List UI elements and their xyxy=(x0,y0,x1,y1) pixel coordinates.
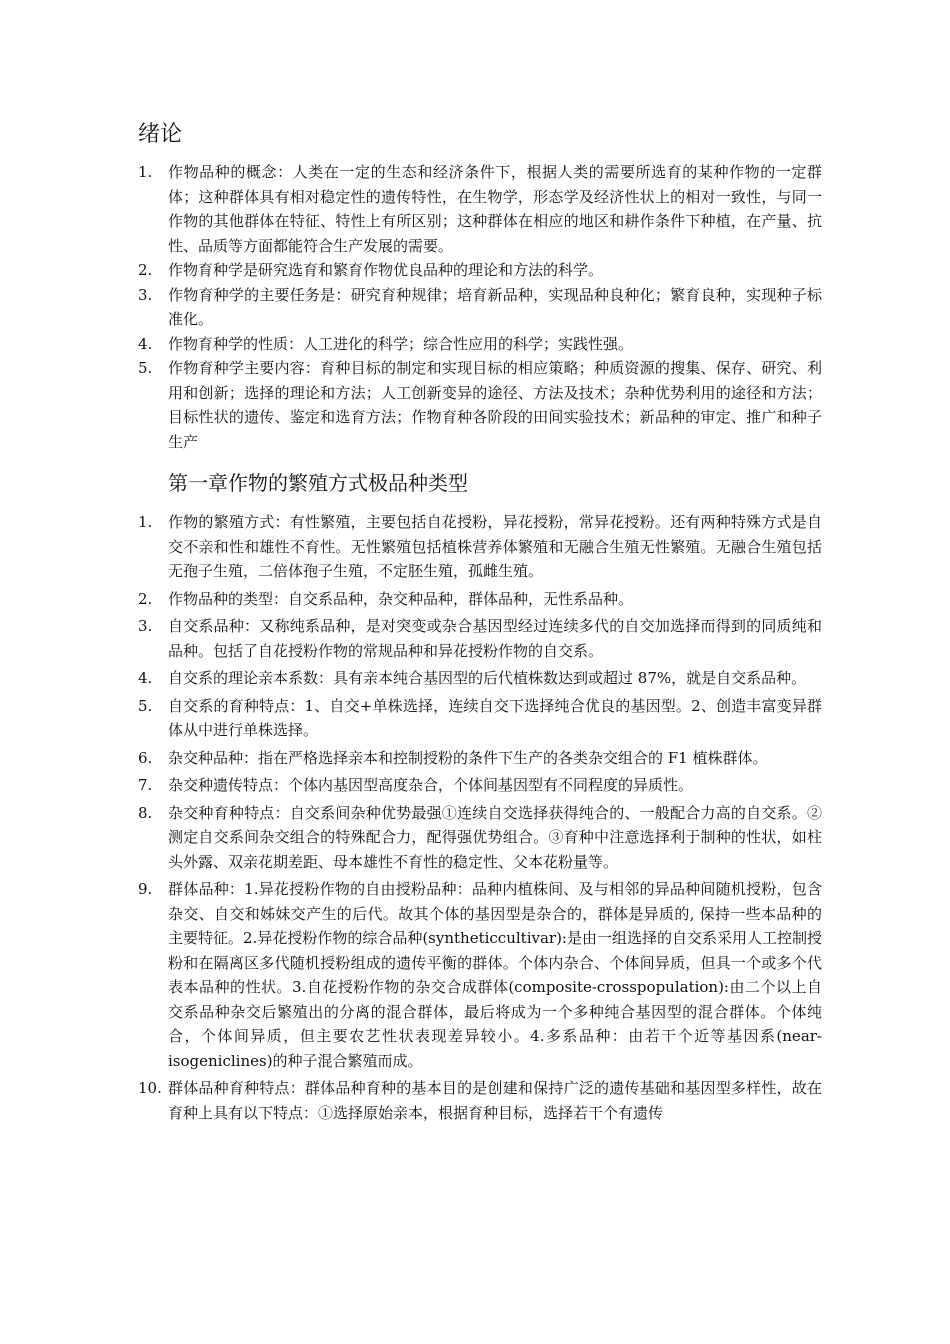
item-text: 自交系品种：又称纯系品种，是对突变或杂合基因型经过连续多代的自交加选择而得到的同质纯和品种。包括了自花授粉作物的常规品种和异花授粉作物的自交系。 xyxy=(168,617,822,660)
list-item xyxy=(0,694,822,743)
list-item xyxy=(0,666,822,691)
item-number: 1. xyxy=(138,163,153,181)
list-item xyxy=(0,356,822,454)
list-item xyxy=(0,332,822,357)
section-title-intro: 绪论 xyxy=(138,122,183,147)
item-text: 作物育种学的主要任务是：研究育种规律；培育新品种，实现品种良种化；繁育良种，实现种子标准化。 xyxy=(168,285,822,328)
item-text: 作物品种的概念：人类在一定的生态和经济条件下，根据人类的需要所选育的某种作物的一定群体；这种群体具有相对稳定性的遗传特性，在生物学，形态学及经济性状上的相对一致性，与同一作物的其他群体在特征、特性上有所区别；这种群体在相应的地区和耕作条件下种植，在产量、抗性、品质等方面都能符合生产发展的需要。 xyxy=(168,163,822,255)
intro-list xyxy=(0,160,822,454)
item-text: 作物品种的类型：自交系品种，杂交种品种，群体品种，无性系品种。 xyxy=(168,589,634,608)
item-number: 10. xyxy=(138,1079,162,1097)
item-number: 5. xyxy=(138,359,153,377)
item-text: 作物育种学的性质：人工进化的科学；综合性应用的科学；实践性强。 xyxy=(168,334,634,353)
list-item xyxy=(0,614,822,663)
item-number: 4. xyxy=(138,334,153,353)
item-text: 杂交种品种：指在严格选择亲本和控制授粉的条件下生产的各类杂交组合的 F1 植株群体。 xyxy=(168,748,768,767)
list-item xyxy=(0,587,822,612)
list-item xyxy=(0,746,822,771)
item-text: 作物育种学主要内容：育种目标的制定和实现目标的相应策略；种质资源的搜集、保存、研究、利用和创新；选择的理论和方法；人工创新变异的途径、方法及技术；杂种优势利用的途径和方法；目标性状的遗传、鉴定和选育方法；作物育种各阶段的田间实验技术；新品种的审定、推广和种子生产 xyxy=(168,359,822,451)
item-text: 作物的繁殖方式：有性繁殖，主要包括自花授粉，异花授粉，常异花授粉。还有两种特殊方式是自交不亲和性和雄性不育性。无性繁殖包括植株营养体繁殖和无融合生殖无性繁殖。无融合生殖包括无孢子生殖，二倍体孢子生殖，不定胚生殖，孤雌生殖。 xyxy=(168,513,822,580)
item-number: 3. xyxy=(138,617,153,635)
list-item xyxy=(0,1076,822,1125)
list-item xyxy=(0,258,822,283)
item-number: 7. xyxy=(138,776,153,794)
item-text: 自交系的育种特点：1、自交+单株选择，连续自交下选择纯合优良的基因型。2、创造丰富变异群体从中进行单株选择。 xyxy=(168,696,822,739)
item-text: 作物育种学是研究选育和繁育作物优良品种的理论和方法的科学。 xyxy=(168,261,604,279)
item-number: 6. xyxy=(138,748,153,767)
item-number: 8. xyxy=(138,803,153,822)
section-title-chapter1: 第一章作物的繁殖方式极品种类型 xyxy=(168,471,468,495)
item-text: 杂交种遗传特点：个体内基因型高度杂合，个体间基因型有不同程度的异质性。 xyxy=(168,776,694,794)
list-item xyxy=(0,773,822,798)
list-item xyxy=(0,877,822,1073)
item-number: 1. xyxy=(138,513,153,531)
item-number: 3. xyxy=(138,285,153,304)
list-item xyxy=(0,801,822,875)
item-text: 自交系的理论亲本系数：具有亲本纯合基因型的后代植株数达到或超过 87%，就是自交系品种。 xyxy=(168,669,807,687)
item-number: 5. xyxy=(138,696,153,715)
item-number: 2. xyxy=(138,261,153,279)
item-number: 2. xyxy=(138,589,153,608)
item-number: 4. xyxy=(138,669,153,687)
item-text: 群体品种：1.异花授粉作物的自由授粉品种：品种内植株间、及与相邻的异品种间随机授粉，包含杂交、自交和姊妹交产生的后代。故其个体的基因型是杂合的，群体是异质的, 保持一些本品种的主要特征。2.异花授粉作物的综合品种(syntheticcultivar):是由一组选择的自交系采用人工控制授粉和在隔离区多代随机授粉组成的遗传平衡的群体。个体内杂合、个体间异质，但具一个或多个代表本品种的性状。3.自花授粉作物的杂交合成群体(composite-crosspopulation):由二个以上自交系品种杂交后繁殖出的分离的混合群体，最后将成为一个多种纯合基因型的混合群体。个体纯合，个体间异质，但主要农艺性状表现差异较小。4.多系品种：由若干个近等基因系(near-isogeniclines)的种子混合繁殖而成。 xyxy=(168,880,822,1070)
item-text: 杂交种育种特点：自交系间杂种优势最强①连续自交选择获得纯合的、一般配合力高的自交系。②测定自交系间杂交组合的特殊配合力，配得强优势组合。③育种中注意选择利于制种的性状，如柱头外露、双亲花期差距、母本雄性不育性的稳定性、父本花粉量等。 xyxy=(168,803,822,871)
list-item xyxy=(0,283,822,332)
item-number: 9. xyxy=(138,880,153,898)
list-item xyxy=(0,510,822,584)
item-text: 群体品种育种特点：群体品种育种的基本目的是创建和保持广泛的遗传基础和基因型多样性，故在育种上具有以下特点：①选择原始亲本，根据育种目标，选择若干个有遗传 xyxy=(168,1079,822,1122)
list-item xyxy=(0,160,822,258)
chapter1-list xyxy=(0,510,822,1128)
